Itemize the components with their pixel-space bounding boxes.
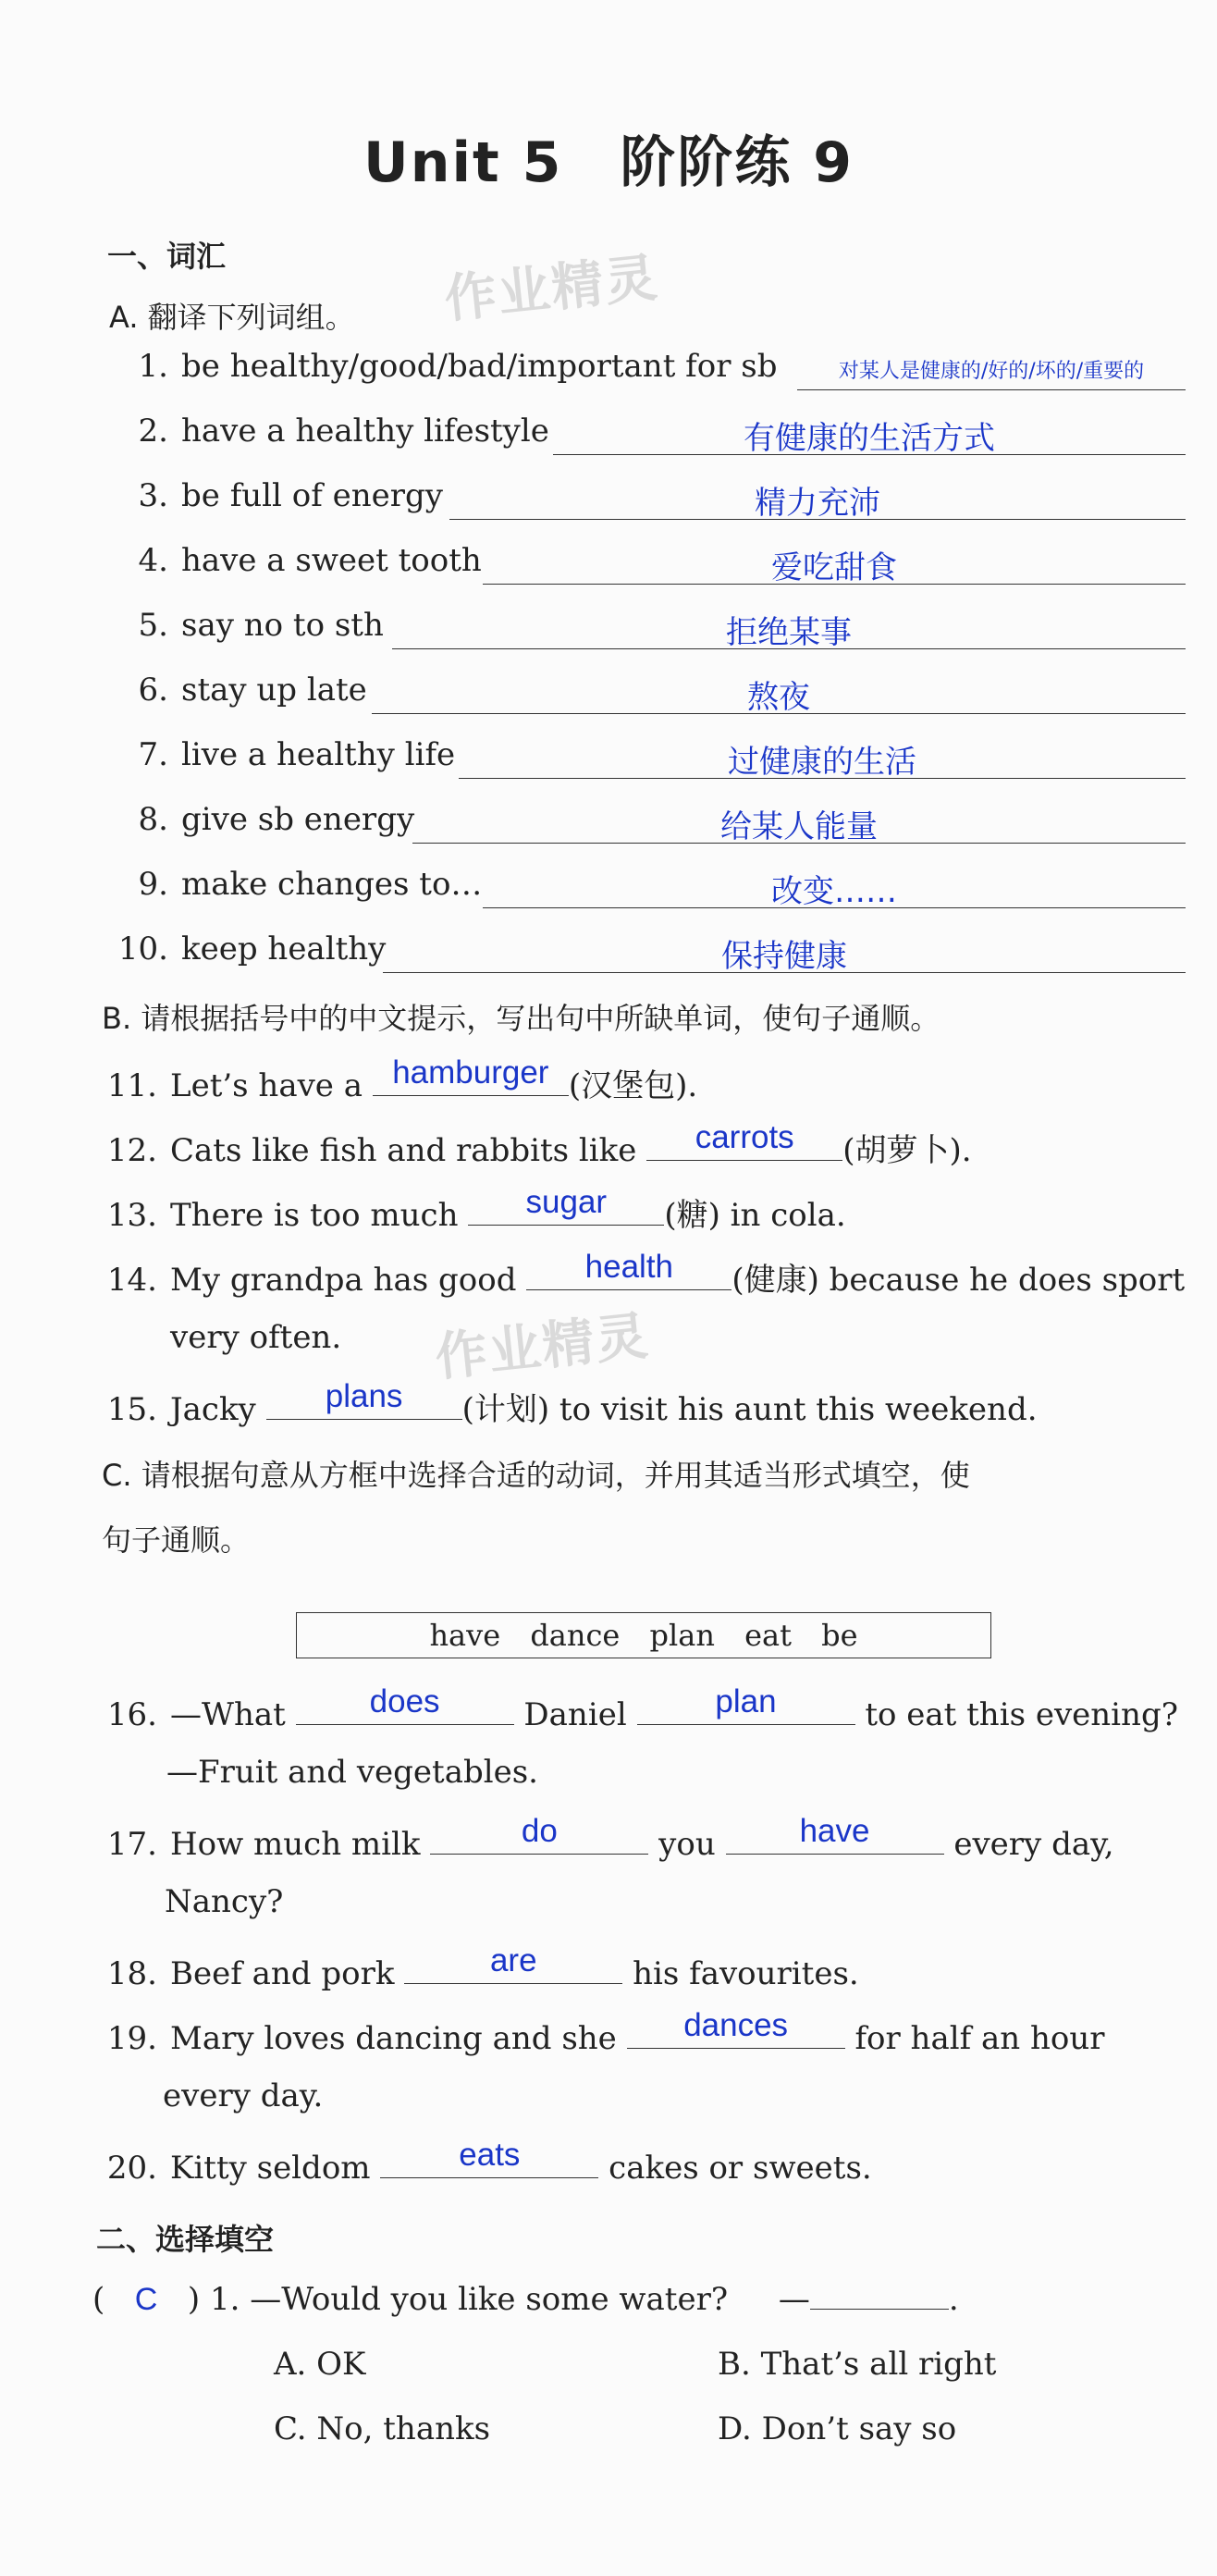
choice-answer[interactable]: C <box>134 2282 158 2317</box>
fill-item <box>92 1119 972 1170</box>
answer-text: 有健康的生活方式 <box>744 420 995 457</box>
item-text: How much milk <box>170 1826 421 1863</box>
answer-text: plans <box>325 1378 403 1414</box>
item-phrase: stay up late <box>181 672 367 709</box>
item-number: 8. <box>138 801 168 838</box>
choice-question <box>92 2281 959 2318</box>
part-b-instruction: B. 请根据括号中的中文提示，写出句中所缺单词，使句子通顺。 <box>102 1001 940 1036</box>
item-text: (胡萝卜). <box>842 1132 972 1169</box>
answer-text: have <box>799 1813 870 1849</box>
dialogue-reply: —Fruit and vegetables. <box>166 1754 538 1791</box>
option-c[interactable]: C. No, thanks <box>274 2410 491 2447</box>
reply-prefix: — <box>778 2281 810 2318</box>
item-continuation: Nancy? <box>165 1883 284 1920</box>
part-c-instruction: C. 请根据句意从方框中选择合适的动词，并用其适当形式填空，使 <box>102 1458 970 1493</box>
item-number: 15. <box>106 1391 157 1428</box>
section-heading-vocab: 一、词汇 <box>107 239 227 274</box>
item-phrase: have a sweet tooth <box>181 542 482 579</box>
question-text: —Would you like some water? <box>250 2281 729 2318</box>
item-text: Let’s have a <box>170 1067 363 1104</box>
part-a-instruction: A. 翻译下列词组。 <box>109 300 355 335</box>
item-number: 14. <box>106 1262 157 1299</box>
item-text: My grandpa has good <box>170 1262 517 1299</box>
item-continuation: every day. <box>163 2077 324 2114</box>
item-number: 7. <box>138 736 168 773</box>
item-number: 1. <box>138 348 168 385</box>
paren-close: ) <box>187 2281 201 2318</box>
item-text: every day, <box>953 1826 1114 1863</box>
item-text: (汉堡包). <box>568 1067 698 1104</box>
answer-text: 保持健康 <box>721 938 847 975</box>
item-number: 4. <box>138 542 168 579</box>
answer-text: health <box>584 1249 674 1285</box>
item-number: 5. <box>138 607 168 644</box>
vocab-item <box>104 413 549 450</box>
item-number: 6. <box>138 672 168 709</box>
item-number: 20. <box>106 2150 157 2187</box>
option-a[interactable]: A. OK <box>274 2346 366 2383</box>
answer-blank[interactable] <box>646 1119 842 1161</box>
answer-text: carrots <box>695 1119 794 1155</box>
item-text: you <box>658 1826 716 1863</box>
item-phrase: be full of energy <box>181 477 443 514</box>
vocab-item <box>104 931 386 968</box>
answer-text: eats <box>459 2137 521 2173</box>
vocab-item <box>104 866 482 903</box>
answer-text: 拒绝某事 <box>726 614 852 651</box>
vocab-item <box>104 736 455 773</box>
answer-text: 熬夜 <box>747 679 810 716</box>
item-text: —What <box>170 1696 286 1733</box>
section-heading-choice: 二、选择填空 <box>96 2222 275 2257</box>
item-phrase: make changes to… <box>181 866 483 903</box>
answer-blank[interactable] <box>468 1184 664 1226</box>
item-number: 12. <box>106 1132 157 1169</box>
fill-item <box>92 1184 846 1235</box>
fill-item <box>92 2137 872 2187</box>
vocab-item <box>104 477 443 514</box>
answer-text: are <box>489 1942 537 1978</box>
reply-suffix: . <box>948 2281 959 2318</box>
answer-blank[interactable] <box>726 1813 944 1855</box>
item-text: Daniel <box>523 1696 627 1733</box>
item-text: (计划) to visit his aunt this weekend. <box>461 1391 1038 1428</box>
vocab-item <box>104 348 778 385</box>
answer-text: do <box>521 1813 558 1849</box>
vocab-item <box>104 801 414 838</box>
watermark: 作业精灵 <box>441 248 662 330</box>
answer-text: 精力充沛 <box>755 485 880 522</box>
item-number: 18. <box>106 1955 157 1992</box>
item-phrase: have a healthy lifestyle <box>181 413 549 450</box>
answer-blank[interactable] <box>373 1054 569 1096</box>
item-phrase: say no to sth <box>181 607 384 644</box>
answer-blank[interactable] <box>430 1813 648 1855</box>
item-phrase: be healthy/good/bad/important for sb <box>181 348 778 385</box>
fill-item <box>92 1054 698 1105</box>
page-title: Unit 5 阶阶练 9 <box>363 130 854 195</box>
option-b[interactable]: B. That’s all right <box>718 2346 997 2383</box>
item-text: for half an hour <box>854 2020 1105 2057</box>
item-text: Jacky <box>170 1391 256 1428</box>
item-number: 16. <box>106 1696 157 1733</box>
item-number: 2. <box>138 413 168 450</box>
item-number: 13. <box>106 1197 157 1234</box>
option-d[interactable]: D. Don’t say so <box>718 2410 957 2447</box>
item-continuation: very often. <box>170 1319 342 1356</box>
item-number: 10. <box>117 931 168 968</box>
fill-item <box>92 1813 1114 1863</box>
answer-blank[interactable] <box>637 1683 855 1725</box>
vocab-item <box>104 672 367 709</box>
paren-open: ( <box>92 2281 105 2318</box>
answer-text: 给某人能量 <box>720 808 878 845</box>
answer-text: plan <box>715 1683 777 1719</box>
item-phrase: give sb energy <box>181 801 415 838</box>
answer-text: sugar <box>525 1184 608 1220</box>
item-phrase: keep healthy <box>181 931 387 968</box>
item-phrase: live a healthy life <box>181 736 456 773</box>
word-bank-box: have dance plan eat be <box>296 1612 991 1658</box>
fill-item <box>92 1249 1186 1300</box>
answer-blank[interactable] <box>797 388 1186 390</box>
answer-blank[interactable] <box>526 1249 731 1290</box>
item-text: Mary loves dancing and she <box>170 2020 617 2057</box>
fill-item <box>92 1942 859 1992</box>
item-text: his favourites. <box>633 1955 859 1992</box>
answer-blank[interactable] <box>404 1942 622 1984</box>
item-text: Beef and pork <box>170 1955 395 1992</box>
item-number: 3. <box>138 477 168 514</box>
part-c-instruction-cont: 句子通顺。 <box>102 1522 251 1558</box>
answer-blank[interactable] <box>380 2137 598 2178</box>
item-number: 9. <box>138 866 168 903</box>
fill-item <box>92 1683 1178 1733</box>
answer-blank[interactable] <box>296 1683 514 1725</box>
fill-item <box>92 2007 1105 2057</box>
item-number: 11. <box>106 1067 157 1104</box>
answer-text: 改变…… <box>771 873 897 910</box>
item-text: cakes or sweets. <box>608 2150 872 2187</box>
item-text: to eat this evening? <box>865 1696 1178 1733</box>
answer-text: hamburger <box>392 1054 549 1091</box>
watermark: 作业精灵 <box>432 1306 653 1388</box>
item-text: (健康) because he does sport <box>731 1262 1186 1299</box>
fill-item <box>92 1378 1038 1429</box>
question-number: 1. <box>209 2281 240 2318</box>
item-number: 17. <box>106 1826 157 1863</box>
item-number: 19. <box>106 2020 157 2057</box>
vocab-item <box>104 542 482 579</box>
answer-blank[interactable] <box>627 2007 845 2049</box>
answer-text: 爱吃甜食 <box>771 549 897 586</box>
answer-blank[interactable] <box>810 2281 949 2310</box>
answer-text: dances <box>683 2007 789 2043</box>
item-text: Cats like fish and rabbits like <box>170 1132 637 1169</box>
answer-text: 对某人是健康的/好的/坏的/重要的 <box>838 360 1145 383</box>
answer-text: 过健康的生活 <box>728 744 916 781</box>
item-text: (糖) in cola. <box>664 1197 846 1234</box>
item-text: Kitty seldom <box>170 2150 371 2187</box>
vocab-item <box>104 607 384 644</box>
answer-text: does <box>369 1683 440 1719</box>
item-text: There is too much <box>170 1197 459 1234</box>
answer-blank[interactable] <box>266 1378 462 1420</box>
